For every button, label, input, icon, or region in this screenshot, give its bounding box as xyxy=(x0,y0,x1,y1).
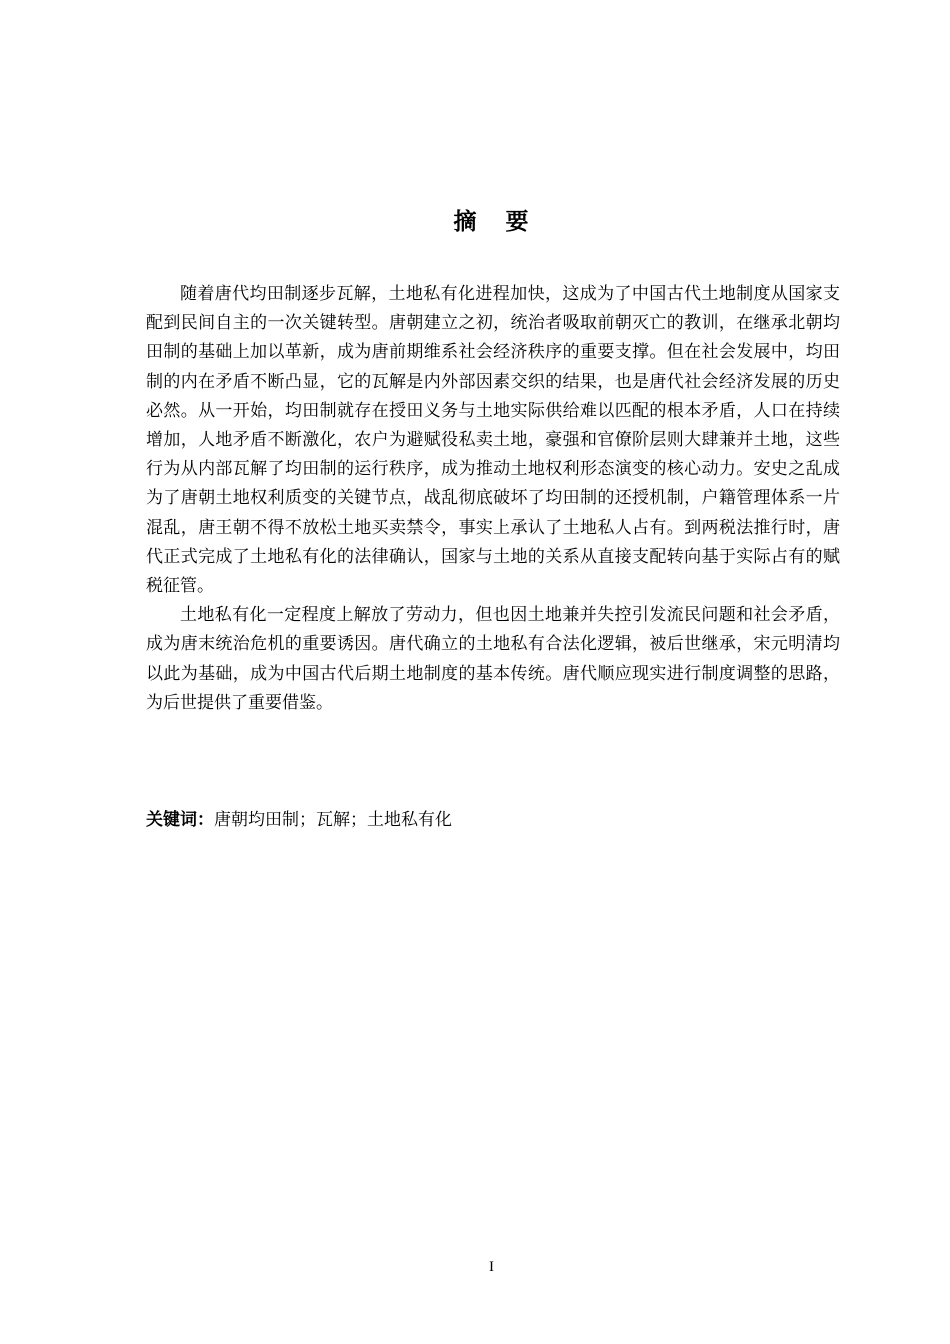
keywords-line xyxy=(146,806,840,835)
keywords-label: 关键词： xyxy=(146,810,214,830)
title-char-1: 摘 xyxy=(453,209,478,235)
title-char-2: 要 xyxy=(505,209,530,235)
page-title xyxy=(0,204,950,240)
abstract-paragraph-2: 土地私有化一定程度上解放了劳动力，但也因土地兼并失控引发流民问题和社会矛盾，成为唐末统治危机的重要诱因。唐代确立的土地私有合法化逻辑，被后世继承，宋元明清均以此为基础，成为中国古代后期土地制度的基本传统。唐代顺应现实进行制度调整的思路，为后世提供了重要借鉴。 xyxy=(146,605,840,713)
keywords-value: 唐朝均田制；瓦解；土地私有化 xyxy=(214,810,452,830)
abstract-paragraph-1: 随着唐代均田制逐步瓦解，土地私有化进程加快，这成为了中国古代土地制度从国家支配到民间自主的一次关键转型。唐朝建立之初，统治者吸取前朝灭亡的教训，在继承北朝均田制的基础上加以革新，成为唐前期维系社会经济秩序的重要支撑。但在社会发展中，均田制的内在矛盾不断凸显，它的瓦解是内外部因素交织的结果，也是唐代社会经济发展的历史必然。从一开始，均田制就存在授田义务与土地实际供给难以匹配的根本矛盾，人口在持续增加，人地矛盾不断激化，农户为避赋役私卖土地，豪强和官僚阶层则大肆兼并土地，这些行为从内部瓦解了均田制的运行秩序，成为推动土地权利形态演变的核心动力。安史之乱成为了唐朝土地权利质变的关键节点，战乱彻底破坏了均田制的还授机制，户籍管理体系一片混乱，唐王朝不得不放松土地买卖禁令，事实上承认了土地私人占有。到两税法推行时，唐代正式完成了土地私有化的法律确认，国家与土地的关系从直接支配转向基于实际占有的赋税征管。 xyxy=(146,284,840,597)
abstract-body xyxy=(146,280,840,718)
page-number: I xyxy=(489,1259,494,1275)
